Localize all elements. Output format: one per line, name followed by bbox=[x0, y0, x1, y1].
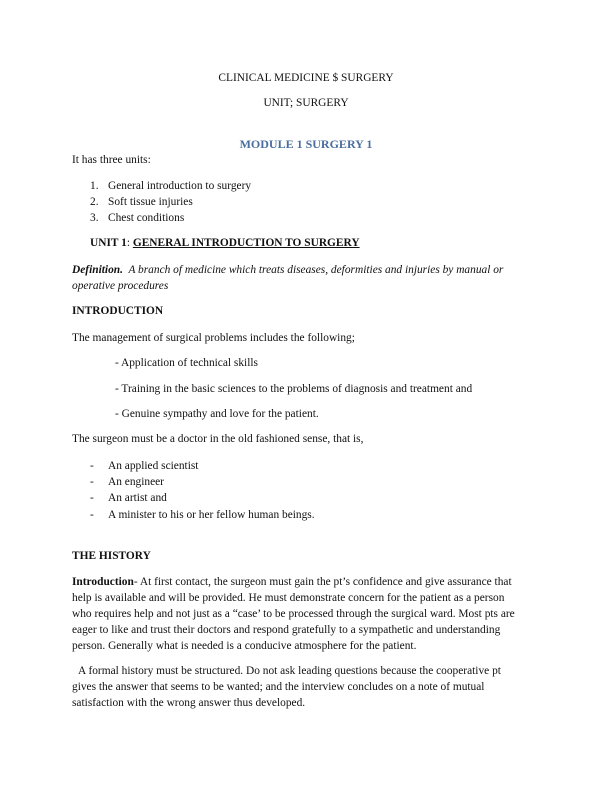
history-formal-line: A formal history must be structured. Do not ask leading questions because the cooperative pt bbox=[78, 665, 501, 677]
history-formal-line: gives the answer that seems to be wanted; and the interview concludes on a note of mutual bbox=[72, 681, 485, 693]
history-intro-label: Introduction bbox=[72, 576, 134, 588]
module-heading: MODULE 1 SURGERY 1 bbox=[239, 137, 373, 151]
dash-bullet: - bbox=[90, 460, 94, 472]
history-formal-line: satisfaction with the wrong answer thus developed. bbox=[72, 697, 306, 709]
definition-line bbox=[72, 263, 503, 277]
document-title: CLINICAL MEDICINE $ SURGERY bbox=[218, 72, 394, 84]
list-item: General introduction to surgery bbox=[108, 180, 252, 192]
definition-label: Definition. bbox=[72, 264, 123, 276]
surgeon-item: A minister to his or her fellow human beings. bbox=[108, 509, 315, 521]
dash-bullet: - bbox=[90, 492, 94, 504]
list-item: Chest conditions bbox=[108, 212, 185, 224]
introduction-heading: INTRODUCTION bbox=[72, 305, 164, 317]
history-intro-line: who requires help and not just as a “case’ to be processed through the surgical ward. Most pts are bbox=[72, 608, 515, 620]
history-heading: THE HISTORY bbox=[72, 550, 151, 562]
dash-bullet: - bbox=[90, 509, 94, 521]
history-intro-line: person. Generally what is needed is a conducive atmosphere for the patient. bbox=[72, 640, 417, 652]
units-intro: It has three units: bbox=[72, 154, 151, 166]
list-number: 1. bbox=[90, 180, 99, 192]
surgeon-item: An artist and bbox=[108, 492, 167, 504]
document-subtitle: UNIT; SURGERY bbox=[263, 97, 349, 109]
surgeon-item: An engineer bbox=[108, 476, 164, 488]
introduction-item: - Training in the basic sciences to the problems of diagnosis and treatment and bbox=[115, 383, 473, 395]
unit1-title: GENERAL INTRODUCTION TO SURGERY bbox=[132, 237, 360, 249]
unit1-prefix: UNIT 1 bbox=[90, 237, 127, 249]
introduction-item: - Application of technical skills bbox=[115, 357, 258, 369]
history-intro-line: eager to like and trust their doctors and respond gratefully to a sympathetic and understanding bbox=[72, 624, 501, 636]
history-intro-text: - At first contact, the surgeon must gain the pt’s confidence and give assurance that bbox=[133, 576, 512, 588]
definition-line: operative procedures bbox=[72, 280, 169, 292]
definition-text: A branch of medicine which treats diseases, deformities and injuries by manual or bbox=[128, 264, 504, 276]
history-intro-line bbox=[72, 575, 512, 589]
dash-bullet: - bbox=[90, 476, 94, 488]
introduction-item: - Genuine sympathy and love for the patient. bbox=[115, 408, 319, 420]
list-number: 2. bbox=[90, 196, 99, 208]
history-intro-line: help is available and will be provided. He must demonstrate concern for the patient as a person bbox=[72, 592, 505, 604]
list-item: Soft tissue injuries bbox=[108, 196, 193, 208]
introduction-lead: The management of surgical problems includes the following; bbox=[72, 332, 355, 344]
unit1-sep: : bbox=[126, 237, 133, 249]
list-number: 3. bbox=[90, 212, 99, 224]
unit1-heading bbox=[90, 236, 360, 250]
surgeon-item: An applied scientist bbox=[108, 460, 199, 472]
surgeon-lead: The surgeon must be a doctor in the old fashioned sense, that is, bbox=[72, 433, 364, 445]
